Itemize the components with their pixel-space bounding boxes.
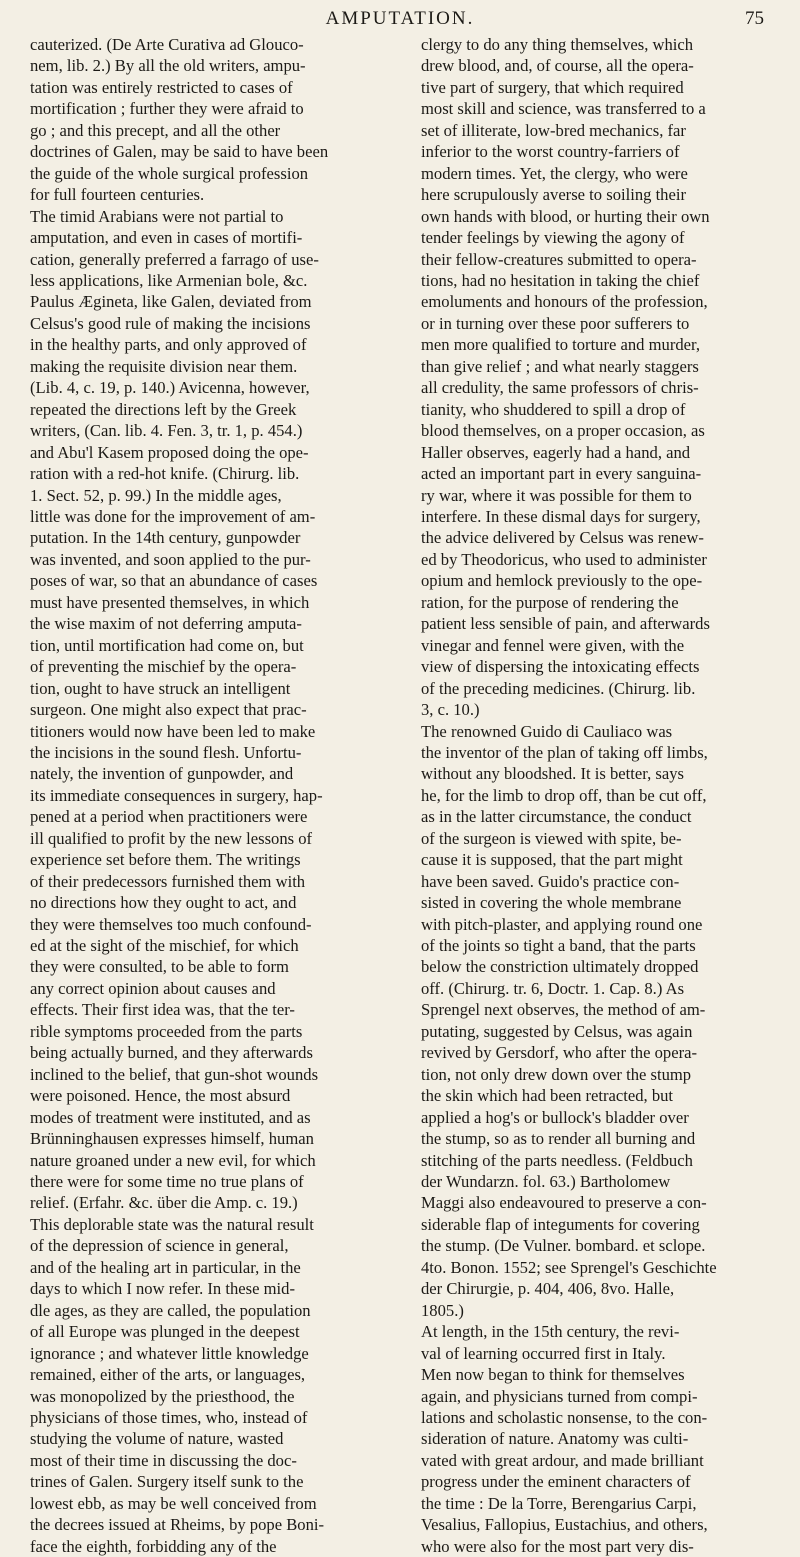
- text-column-left: cauterized. (De Arte Curativa ad Glouco- nem, lib. 2.) By all the old writers, ampu- tation was entirely restricted to cases of mortification ; further they were afraid to go ; and this precept, and all the other doctrines of Galen, may be said to have been the guide of the whole surgical profession for full fourteen centuries. The timid Arabians were not partial to amputation, and even in cases of mortifi- cation, generally preferred a farrago of use- less applications, like Armenian bole, &c. Paulus Ægineta, like Galen, deviated from Celsus's good rule of making the incisions in the healthy parts, and only approved of making the requisite division near them. (Lib. 4, c. 19, p. 140.) Avicenna, however, repeated the directions left by the Greek writers, (Can. lib. 4. Fen. 3, tr. 1, p. 454.) and Abu'l Kasem proposed doing the ope- ration with a red-hot knife. (Chirurg. lib. 1. Sect. 52, p. 99.) In the middle ages, little was done for the improvement of am- putation. In the 14th century, gunpowder was invented, and soon applied to the pur- poses of war, so that an abundance of cases must have presented themselves, in which the wise maxim of not deferring amputa- tion, until mortification had come on, but of preventing the mischief by the opera- tion, ought to have struck an intelligent surgeon. One might also expect that prac- titioners would now have been led to make the incisions in the sound flesh. Unfortu- nately, the invention of gunpowder, and its immediate consequences in surgery, hap- pened at a period when practitioners were ill qualified to profit by the new lessons of experience set before them. The writings of their predecessors furnished them with no directions how they ought to act, and they were themselves too much confound- ed at the sight of the mischief, for which they were consulted, to be able to form any correct opinion about causes and effects. Their first idea was, that the ter- rible symptoms proceeded from the parts being actually burned, and they afterwards inclined to the belief, that gun-shot wounds were poisoned. Hence, the most absurd modes of treatment were instituted, and as Brünninghausen expresses himself, human nature groaned under a new evil, for which there were for some time no true plans of relief. (Erfahr. &c. über die Amp. c. 19.) This deplorable state was the natural result of the depression of science in general, and of the healing art in particular, in the days to which I now refer. In these mid- dle ages, as they are called, the population of all Europe was plunged in the deepest ignorance ; and whatever little knowledge remained, either of the arts, or languages, was monopolized by the priesthood, the physicians of those times, who, instead of studying the volume of nature, wasted most of their time in discussing the doc- trines of Galen. Surgery itself sunk to the lowest ebb, as may be well conceived from the decrees issued at Rheims, by pope Boni- face the eighth, forbidding any of the: [30, 35, 329, 1556]
- text-column-right: clergy to do any thing themselves, which drew blood, and, of course, all the opera- tive part of surgery, that which required most skill and science, was transferred to a set of illiterate, low-bred mechanics, far inferior to the worst country-farriers of modern times. Yet, the clergy, who were here scrupulously averse to soiling their own hands with blood, or hurting their own tender feelings by viewing the agony of their fellow-creatures submitted to opera- tions, had no hesitation in taking the chief emoluments and honours of the profession, or in turning over these poor sufferers to men more qualified to torture and murder, than give relief ; and what nearly staggers all credulity, the same professors of chris- tianity, who shuddered to spill a drop of blood themselves, on a proper occasion, as Haller observes, eagerly had a hand, and acted an important part in every sanguina- ry war, where it was possible for them to interfere. In these dismal days for surgery, the advice delivered by Celsus was renew- ed by Theodoricus, who used to administer opium and hemlock previously to the ope- ration, for the purpose of rendering the patient less sensible of pain, and afterwards vinegar and fennel were given, with the view of dispersing the intoxicating effects of the preceding medicines. (Chirurg. lib. 3, c. 10.) The renowned Guido di Cauliaco was the inventor of the plan of taking off limbs, without any bloodshed. It is better, says he, for the limb to drop off, than be cut off, as in the latter circumstance, the conduct of the surgeon is viewed with spite, be- cause it is supposed, that the part might have been saved. Guido's practice con- sisted in covering the whole membrane with pitch-plaster, and applying round one of the joints so tight a band, that the parts below the constriction ultimately dropped off. (Chirurg. tr. 6, Doctr. 1. Cap. 8.) As Sprengel next observes, the method of am- putating, suggested by Celsus, was again revived by Gersdorf, who after the opera- tion, not only drew down over the stump the skin which had been retracted, but applied a hog's or bullock's bladder over the stump, so as to render all burning and stitching of the parts needless. (Feldbuch der Wundarzn. fol. 63.) Bartholomew Maggi also endeavoured to preserve a con- siderable flap of integuments for covering the stump. (De Vulner. bombard. et sclope. 4to. Bonon. 1552; see Sprengel's Geschichte der Chirurgie, p. 404, 406, 8vo. Halle, 1805.) At length, in the 15th century, the revi- val of learning occurred first in Italy. Men now began to think for themselves again, and physicians turned from compi- lations and scholastic nonsense, to the con- sideration of nature. Anatomy was culti- vated with great ardour, and made brilliant progress under the eminent characters of the time : De la Torre, Berengarius Carpi, Vesalius, Fallopius, Eustachius, and others, who were also for the most part very dis-: [421, 35, 717, 1556]
- running-title: AMPUTATION.: [325, 8, 475, 29]
- page-number: 75: [745, 8, 764, 29]
- page-header: [0, 6, 800, 32]
